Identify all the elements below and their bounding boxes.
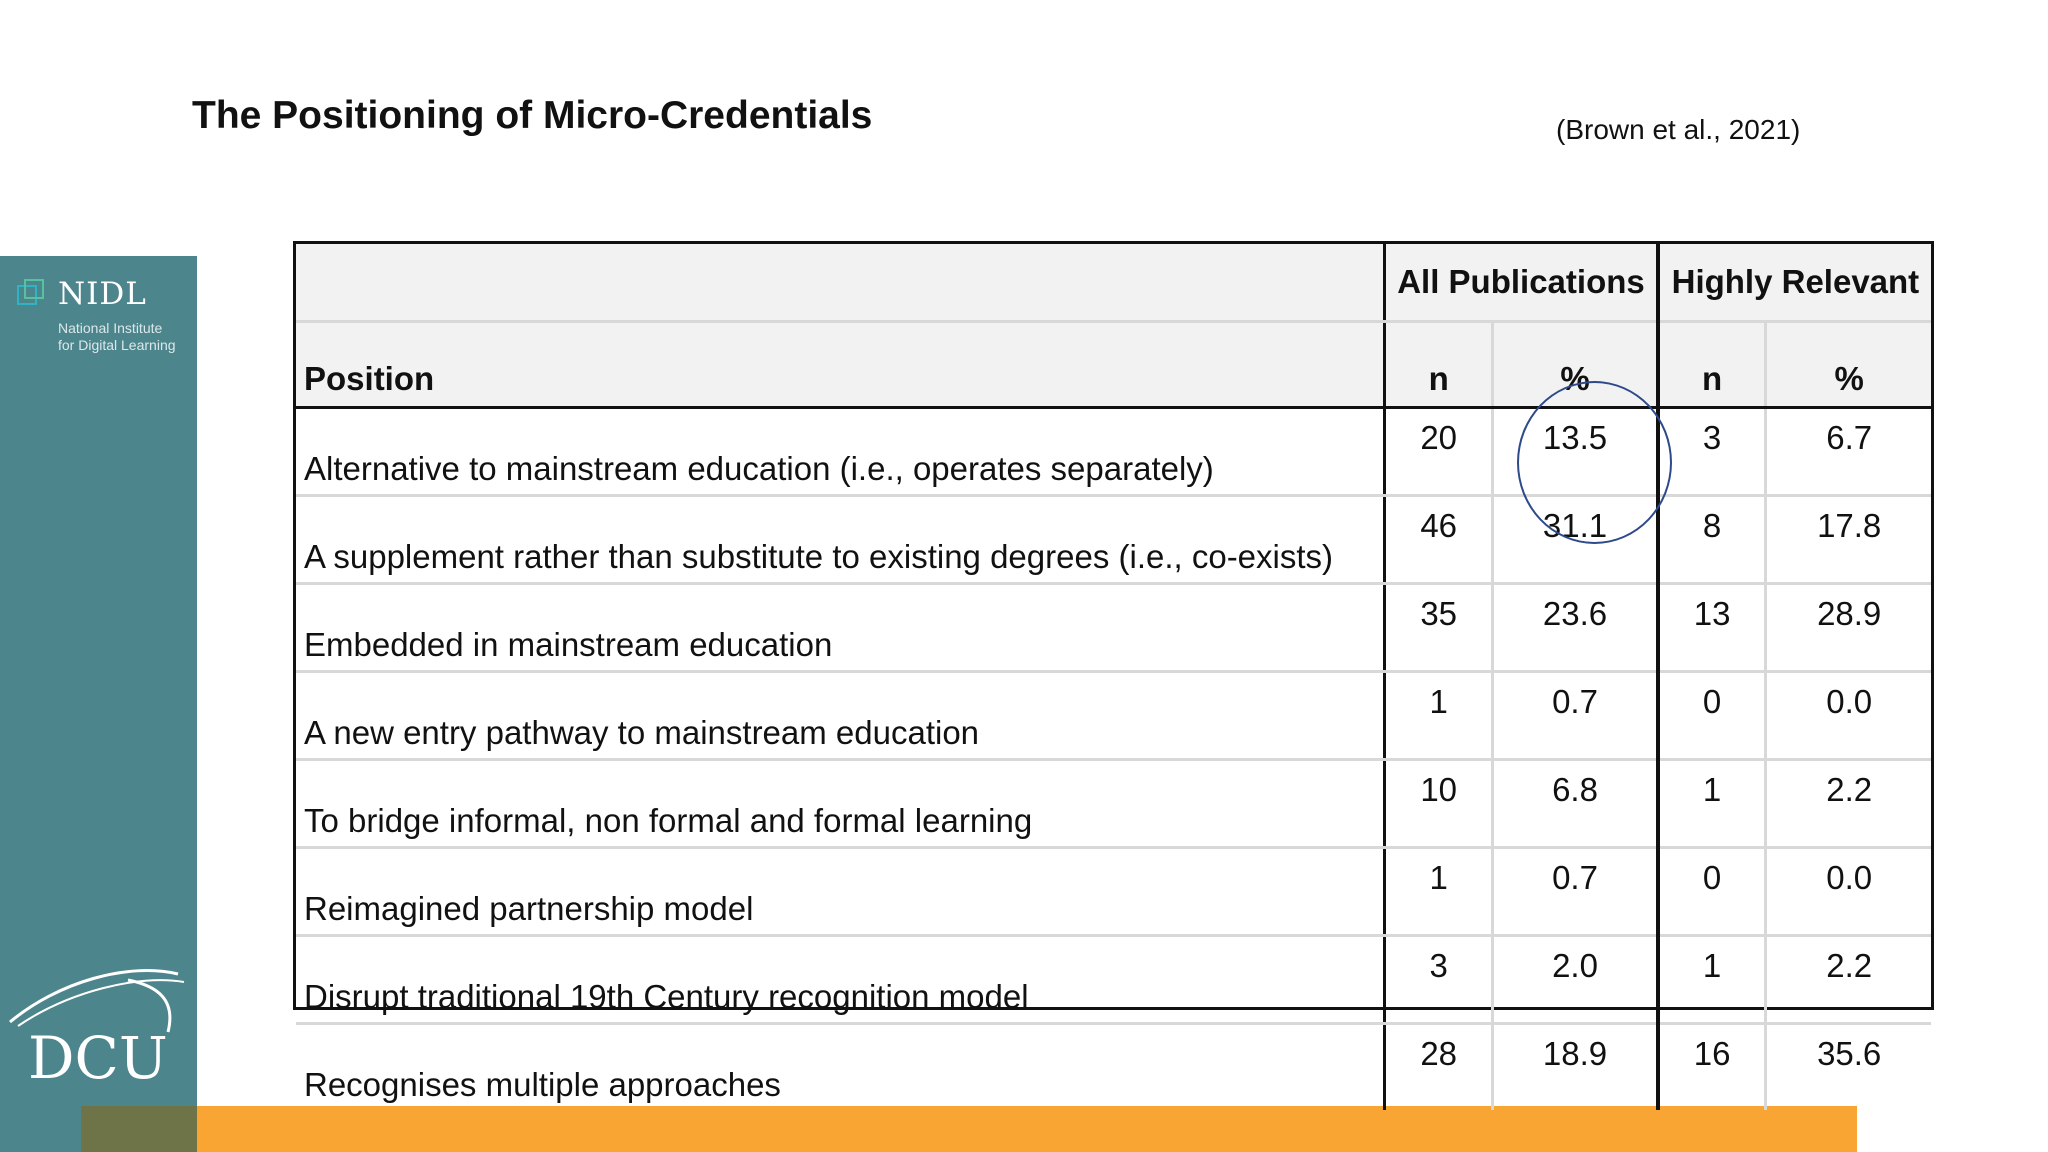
table-row bbox=[296, 760, 1931, 848]
position-cell: Recognises multiple approaches bbox=[296, 1024, 1385, 1111]
pct-all-cell: 0.7 bbox=[1493, 848, 1658, 936]
n-all-cell: 10 bbox=[1385, 760, 1493, 848]
nidl-subtitle-line2: for Digital Learning bbox=[58, 337, 176, 353]
pct-relevant-cell: 17.8 bbox=[1766, 496, 1931, 584]
n-relevant-cell: 0 bbox=[1658, 848, 1766, 936]
brand-sidebar bbox=[0, 256, 197, 1152]
pct-relevant-cell: 2.2 bbox=[1766, 760, 1931, 848]
position-cell: Embedded in mainstream education bbox=[296, 584, 1385, 672]
n-relevant-cell: 16 bbox=[1658, 1024, 1766, 1111]
column-header-n-all: n bbox=[1385, 322, 1493, 408]
table-group-header-row bbox=[296, 244, 1931, 322]
column-header-pct-relevant: % bbox=[1766, 322, 1931, 408]
column-header-position: Position bbox=[296, 322, 1385, 408]
n-relevant-cell: 0 bbox=[1658, 672, 1766, 760]
bottom-accent-bar bbox=[197, 1106, 1857, 1152]
pct-relevant-cell: 35.6 bbox=[1817, 1035, 1882, 1072]
position-cell: Alternative to mainstream education (i.e., operates separately) bbox=[296, 408, 1385, 496]
pct-relevant-cell: 0.0 bbox=[1766, 672, 1931, 760]
position-cell: Reimagined partnership model bbox=[296, 848, 1385, 936]
bottom-bar-dark bbox=[81, 1106, 197, 1152]
nidl-subtitle bbox=[58, 320, 176, 354]
group-header-highly-relevant: Highly Relevant bbox=[1658, 244, 1931, 322]
table-header-blank bbox=[296, 244, 1385, 322]
table-row bbox=[296, 584, 1931, 672]
pct-all-cell: 18.9 bbox=[1493, 1024, 1658, 1111]
n-all-cell: 1 bbox=[1385, 672, 1493, 760]
table-row bbox=[296, 936, 1931, 1024]
pct-all-cell: 31.1 bbox=[1493, 496, 1658, 584]
pct-relevant-cell: 2.2 bbox=[1766, 936, 1931, 1024]
n-relevant-cell: 13 bbox=[1658, 584, 1766, 672]
position-cell: Disrupt traditional 19th Century recognition model bbox=[296, 936, 1385, 1024]
position-cell: A supplement rather than substitute to existing degrees (i.e., co-exists) bbox=[296, 496, 1385, 584]
table-row bbox=[296, 408, 1931, 496]
pct-all-cell: 2.0 bbox=[1493, 936, 1658, 1024]
position-cell: A new entry pathway to mainstream education bbox=[296, 672, 1385, 760]
table-column-header-row bbox=[296, 322, 1931, 408]
pct-all-cell: 0.7 bbox=[1493, 672, 1658, 760]
n-all-cell: 46 bbox=[1385, 496, 1493, 584]
pct-relevant-cell: 0.0 bbox=[1766, 848, 1931, 936]
position-cell: To bridge informal, non formal and formal learning bbox=[296, 760, 1385, 848]
pct-all-cell: 6.8 bbox=[1493, 760, 1658, 848]
table-row bbox=[296, 848, 1931, 936]
nidl-subtitle-line1: National Institute bbox=[58, 320, 163, 336]
table-row bbox=[296, 672, 1931, 760]
positions-table bbox=[293, 241, 1934, 1103]
n-all-cell: 20 bbox=[1385, 408, 1493, 496]
dcu-logo-text: DCU bbox=[28, 1024, 168, 1092]
citation: (Brown et al., 2021) bbox=[1556, 114, 1801, 145]
table-row bbox=[296, 1024, 1931, 1111]
pct-all-cell: 23.6 bbox=[1493, 584, 1658, 672]
slide-title: The Positioning of Micro-Credentials bbox=[192, 94, 873, 137]
pct-relevant-cell: 6.7 bbox=[1766, 408, 1931, 496]
n-all-cell: 3 bbox=[1385, 936, 1493, 1024]
n-all-cell: 28 bbox=[1385, 1024, 1493, 1111]
n-relevant-cell: 1 bbox=[1658, 760, 1766, 848]
column-header-n-relevant: n bbox=[1658, 322, 1766, 408]
nidl-logo-icon bbox=[16, 278, 46, 308]
n-all-cell: 35 bbox=[1385, 584, 1493, 672]
n-all-cell: 1 bbox=[1385, 848, 1493, 936]
n-relevant-cell: 8 bbox=[1658, 496, 1766, 584]
column-header-pct-all: % bbox=[1493, 322, 1658, 408]
pct-all-cell: 13.5 bbox=[1493, 408, 1658, 496]
group-header-all-publications: All Publications bbox=[1385, 244, 1658, 322]
n-relevant-cell: 1 bbox=[1658, 936, 1766, 1024]
nidl-name: NIDL bbox=[58, 276, 147, 312]
table-row bbox=[296, 496, 1931, 584]
pct-relevant-cell: 28.9 bbox=[1766, 584, 1931, 672]
n-relevant-cell: 3 bbox=[1658, 408, 1766, 496]
